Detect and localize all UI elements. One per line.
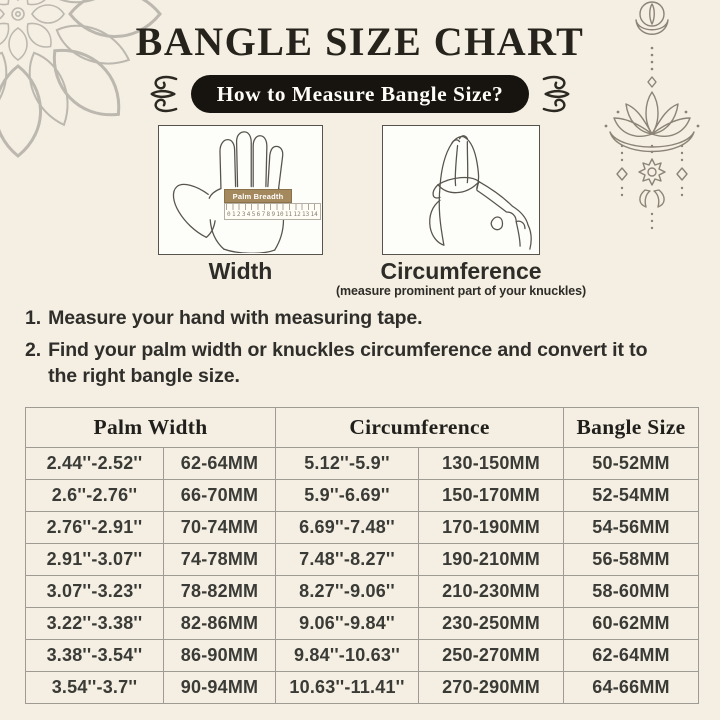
- instruction-step-2: [25, 338, 703, 390]
- table-row: [26, 544, 699, 576]
- table-cell: 5.9''-6.69'': [276, 480, 419, 512]
- header-bangle-size: Bangle Size: [564, 408, 699, 448]
- table-header-row: [26, 408, 699, 448]
- table-cell: 82-86MM: [164, 608, 276, 640]
- badge-row: [0, 73, 720, 115]
- table-cell: 2.6''-2.76'': [26, 480, 164, 512]
- step-text: Find your palm width or knuckles circumference and convert it to the right bangle size.: [48, 338, 648, 387]
- circumference-caption: (measure prominent part of your knuckles): [335, 284, 587, 298]
- table-cell: 70-74MM: [164, 512, 276, 544]
- table-row: [26, 672, 699, 704]
- table-cell: 78-82MM: [164, 576, 276, 608]
- table-row: [26, 576, 699, 608]
- table-cell: 3.38''-3.54'': [26, 640, 164, 672]
- circumference-illustration-box: [382, 125, 540, 255]
- instruction-step-1: [25, 306, 703, 332]
- table-cell: 60-62MM: [564, 608, 699, 640]
- table-cell: 58-60MM: [564, 576, 699, 608]
- table-cell: 54-56MM: [564, 512, 699, 544]
- ruler: [224, 203, 321, 220]
- step-number: 1.: [25, 307, 42, 329]
- table-cell: 62-64MM: [564, 640, 699, 672]
- table-cell: 130-150MM: [419, 448, 564, 480]
- table-row: [26, 480, 699, 512]
- table-cell: 3.07''-3.23'': [26, 576, 164, 608]
- table-cell: 9.84''-10.63'': [276, 640, 419, 672]
- table-cell: 56-58MM: [564, 544, 699, 576]
- instructions: [25, 306, 703, 396]
- knuckle-measure-hands-icon: [383, 126, 538, 253]
- table-cell: 86-90MM: [164, 640, 276, 672]
- table-cell: 270-290MM: [419, 672, 564, 704]
- table-cell: 50-52MM: [564, 448, 699, 480]
- table-cell: 210-230MM: [419, 576, 564, 608]
- table-cell: 250-270MM: [419, 640, 564, 672]
- table-cell: 74-78MM: [164, 544, 276, 576]
- step-number: 2.: [25, 338, 42, 361]
- width-illustration-box: [158, 125, 323, 255]
- width-label: Width: [208, 258, 273, 284]
- header-palm-width: Palm Width: [26, 408, 276, 448]
- table-row: [26, 448, 699, 480]
- table-cell: 90-94MM: [164, 672, 276, 704]
- circumference-label: Circumference: [380, 258, 542, 284]
- header-circumference: Circumference: [276, 408, 564, 448]
- bangle-size-table: [25, 407, 699, 704]
- table-cell: 64-66MM: [564, 672, 699, 704]
- table-cell: 230-250MM: [419, 608, 564, 640]
- table-cell: 190-210MM: [419, 544, 564, 576]
- table-cell: 62-64MM: [164, 448, 276, 480]
- table-cell: 52-54MM: [564, 480, 699, 512]
- table-cell: 9.06''-9.84'': [276, 608, 419, 640]
- table-cell: 2.91''-3.07'': [26, 544, 164, 576]
- table-cell: 7.48''-8.27'': [276, 544, 419, 576]
- table-cell: 8.27''-9.06'': [276, 576, 419, 608]
- table-cell: 150-170MM: [419, 480, 564, 512]
- table-row: [26, 512, 699, 544]
- table-cell: 170-190MM: [419, 512, 564, 544]
- table-cell: 10.63''-11.41'': [276, 672, 419, 704]
- table-cell: 5.12''-5.9'': [276, 448, 419, 480]
- table-cell: 3.54''-3.7'': [26, 672, 164, 704]
- ruler-numbers: 0 1 2 3 4 5 6 7 8 9 10 11 12 13 14: [227, 211, 318, 218]
- table-cell: 2.44''-2.52'': [26, 448, 164, 480]
- table-cell: 6.69''-7.48'': [276, 512, 419, 544]
- table-row: [26, 608, 699, 640]
- flourish-right-icon: [542, 73, 572, 115]
- page-title: BANGLE SIZE CHART: [135, 19, 585, 64]
- flourish-left-icon: [148, 73, 178, 115]
- palm-breadth-band: Palm Breadth: [224, 189, 292, 203]
- table-cell: 66-70MM: [164, 480, 276, 512]
- how-to-measure-badge: How to Measure Bangle Size?: [191, 75, 530, 114]
- table-row: [26, 640, 699, 672]
- step-text: Measure your hand with measuring tape.: [48, 307, 423, 329]
- table-cell: 3.22''-3.38'': [26, 608, 164, 640]
- table-cell: 2.76''-2.91'': [26, 512, 164, 544]
